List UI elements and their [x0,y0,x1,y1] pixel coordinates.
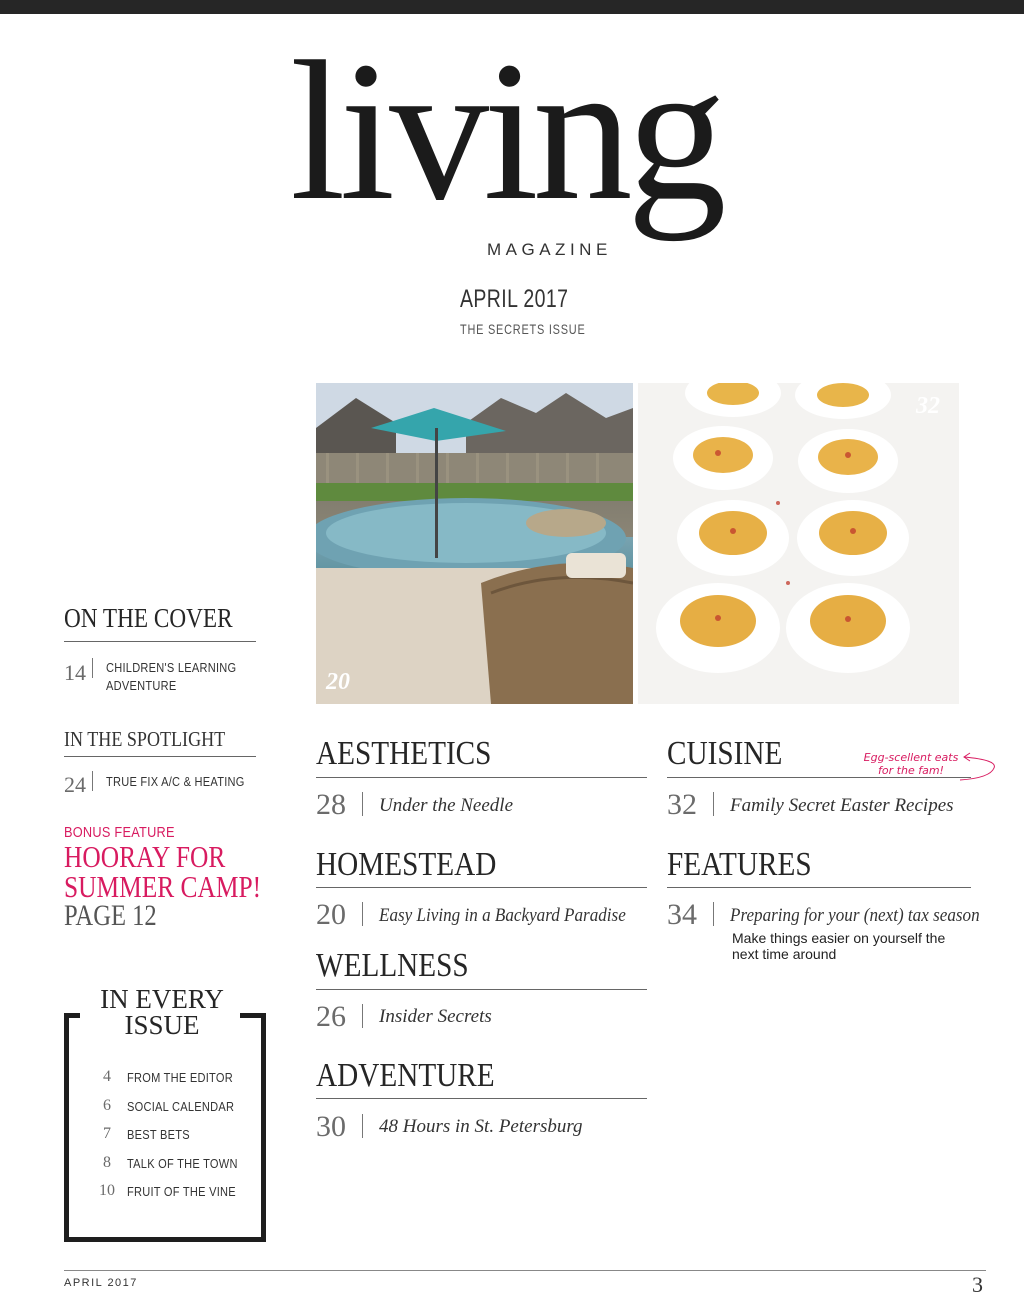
list-item[interactable] [96,1096,246,1125]
adventure-article-title[interactable]: 48 Hours in St. Petersburg [379,1116,583,1137]
cover-page-number: 14 [64,660,86,685]
separator [362,1114,363,1138]
divider [667,887,971,888]
section-aesthetics-heading: AESTHETICS [316,735,492,772]
bonus-feature-label: BONUS FEATURE [64,824,175,841]
section-cuisine-heading: CUISINE [667,735,783,772]
list-item-page: 10 [99,1182,115,1199]
section-adventure-heading: ADVENTURE [316,1057,495,1094]
list-item-title: FROM THE EDITOR [127,1070,233,1085]
homestead-page-number: 20 [316,898,346,931]
list-item-title: TALK OF THE TOWN [127,1155,238,1171]
separator [92,771,93,791]
pool-illustration [316,383,633,704]
divider [316,887,647,888]
adventure-page-number: 30 [316,1110,346,1143]
list-item-title: SOCIAL CALENDAR [127,1098,235,1114]
divider [316,1098,647,1099]
every-issue-list [96,1067,246,1210]
photo-page-number: 32 [916,393,940,419]
features-article-title[interactable]: Preparing for your (next) tax season [730,905,980,926]
separator [362,792,363,816]
masthead-subtitle: MAGAZINE [487,240,612,259]
spotlight-title[interactable]: TRUE FIX A/C & HEATING [106,774,245,789]
list-item[interactable] [96,1153,246,1182]
photo-backyard-pool [316,383,633,704]
section-features-heading: FEATURES [667,846,812,883]
section-homestead-heading: HOMESTEAD [316,846,497,883]
list-item-page: 7 [103,1125,111,1142]
photo-page-number: 20 [326,669,350,695]
cuisine-article-title[interactable]: Family Secret Easter Recipes [730,795,954,816]
separator [362,902,363,926]
aesthetics-article-title[interactable]: Under the Needle [379,795,514,816]
bonus-feature-page: PAGE 12 [64,899,157,932]
separator [713,792,714,816]
list-item[interactable] [96,1181,246,1210]
divider [316,989,647,990]
list-item-title: FRUIT OF THE VINE [127,1184,236,1199]
features-article-description: Make things easier on yourself the next time around [732,930,946,962]
wellness-page-number: 26 [316,1000,346,1033]
divider [316,777,647,778]
list-item-page: 4 [103,1068,111,1085]
note-arrow-icon [950,752,1002,784]
separator [362,1004,363,1028]
footer-page-number: 3 [972,1272,983,1297]
cuisine-page-number: 32 [667,788,697,821]
every-issue-heading: IN EVERY ISSUE [100,984,224,1040]
box-corner [240,1013,261,1018]
eggs-illustration [638,383,959,704]
issue-date: APRIL 2017 [460,285,569,313]
list-item-title: BEST BETS [127,1127,190,1142]
issue-name: THE SECRETS ISSUE [460,321,586,337]
spotlight-heading: IN THE SPOTLIGHT [64,727,226,751]
homestead-article-title[interactable]: Easy Living in a Backyard Paradise [379,905,626,926]
spotlight-page-number: 24 [64,772,86,797]
aesthetics-page-number: 28 [316,788,346,821]
masthead-title: living [290,21,721,242]
handwritten-note: Egg-scellent eats for the fam! [863,751,959,777]
on-the-cover-heading: ON THE COVER [64,603,233,633]
list-item[interactable] [96,1067,246,1096]
divider [64,641,256,642]
features-page-number: 34 [667,898,697,931]
divider [667,777,971,778]
list-item-page: 6 [103,1096,111,1114]
photo-deviled-eggs [638,383,959,704]
list-item[interactable] [96,1124,246,1153]
footer-issue-date: APRIL 2017 [64,1277,138,1289]
top-border [0,0,1024,14]
divider [64,756,256,757]
bonus-feature-title[interactable]: HOORAY FOR SUMMER CAMP! [64,839,262,904]
separator [92,658,93,678]
list-item-page: 8 [103,1153,111,1171]
separator [713,902,714,926]
cover-story-title[interactable]: CHILDREN'S LEARNING ADVENTURE [106,660,237,693]
box-corner [64,1013,80,1018]
section-wellness-heading: WELLNESS [316,947,469,984]
wellness-article-title[interactable]: Insider Secrets [379,1006,492,1027]
footer-divider [64,1270,986,1271]
